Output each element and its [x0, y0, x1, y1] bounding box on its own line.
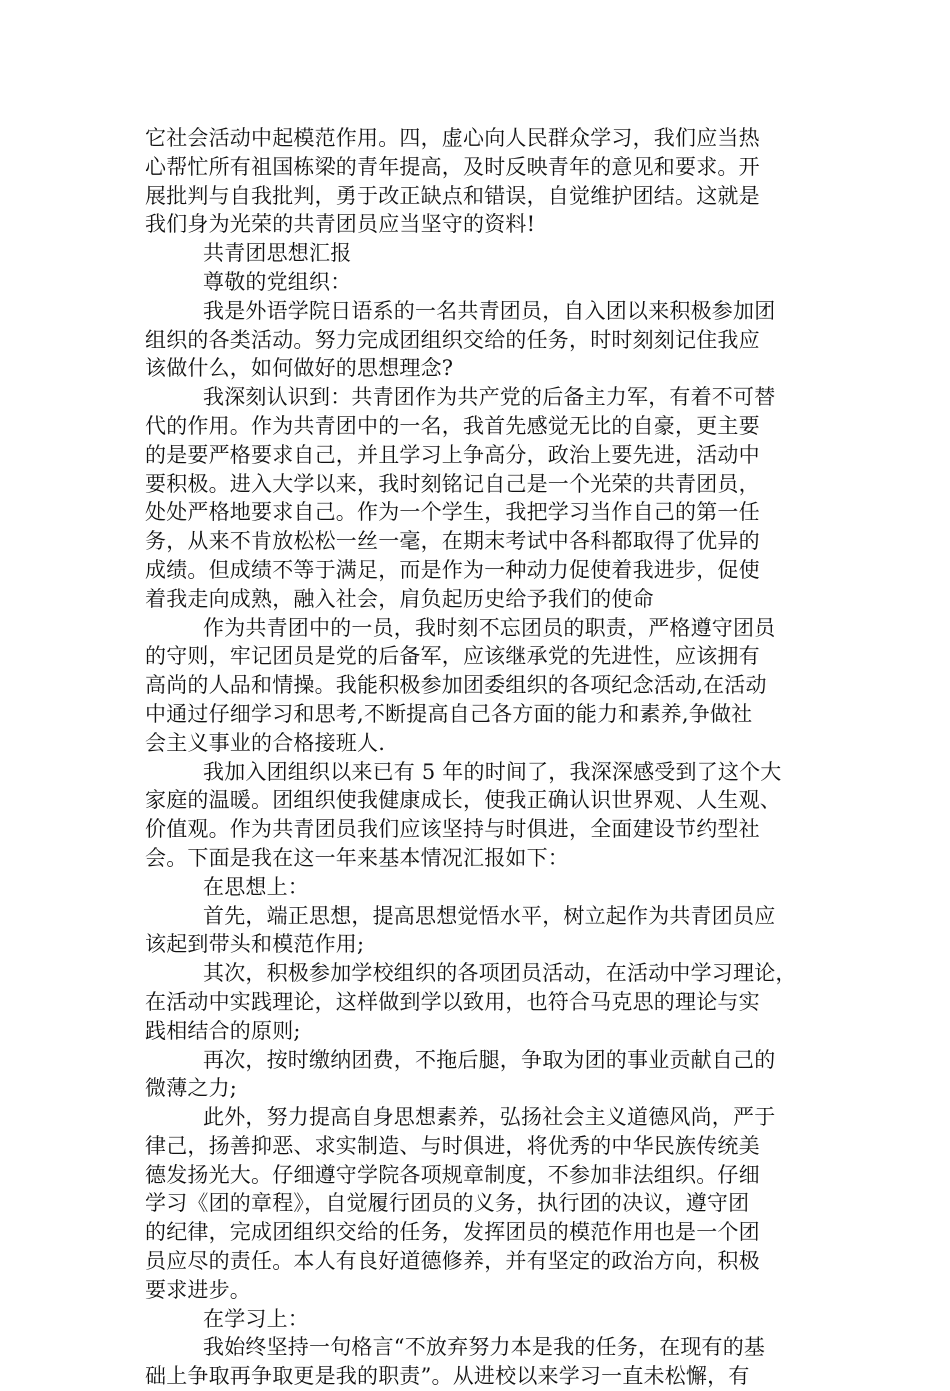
text-line: 的守则，牢记团员是党的后备军，应该继承党的先进性，应该拥有	[145, 644, 760, 669]
text-line: 心帮忙所有祖国栋梁的青年提高，及时反映青年的意见和要求。开	[145, 154, 760, 179]
text-line: 我加入团组织以来已有 5 年的时间了，我深深感受到了这个大	[203, 759, 782, 784]
text-line: 我深刻认识到：共青团作为共产党的后备主力军，有着不可替	[203, 385, 776, 410]
text-line: 其次，积极参加学校组织的各项团员活动，在活动中学习理论，	[203, 961, 797, 986]
text-line: 代的作用。作为共青团中的一名，我首先感觉无比的自豪，更主要	[145, 413, 760, 438]
text-line: 在思想上：	[203, 874, 309, 899]
text-line: 家庭的温暖。团组织使我健康成长，使我正确认识世界观、人生观、	[145, 788, 781, 813]
text-line: 该起到带头和模范作用;	[145, 932, 365, 957]
text-line: 展批判与自我批判，勇于改正缺点和错误，自觉维护团结。这就是	[145, 183, 760, 208]
text-line: 的纪律，完成团组织交给的任务，发挥团员的模范作用也是一个团	[145, 1220, 760, 1245]
text-line: 首先，端正思想，提高思想觉悟水平，树立起作为共青团员应	[203, 903, 776, 928]
text-line: 处处严格地要求自己。作为一个学生，我把学习当作自己的第一任	[145, 500, 760, 525]
text-line: 务，从来不肯放松松一丝一毫，在期末考试中各科都取得了优异的	[145, 529, 760, 554]
text-line: 中通过仔细学习和思考,不断提高自己各方面的能力和素养,争做社	[145, 701, 753, 726]
text-line: 微薄之力;	[145, 1076, 238, 1101]
text-line: 践相结合的原则;	[145, 1018, 301, 1043]
text-line: 此外，努力提高自身思想素养，弘扬社会主义道德风尚，严于	[203, 1105, 776, 1130]
text-line: 在学习上：	[203, 1306, 309, 1331]
text-line: 作为共青团中的一员，我时刻不忘团员的职责，严格遵守团员	[203, 615, 776, 640]
text-line: 价值观。作为共青团员我们应该坚持与时俱进，全面建设节约型社	[145, 817, 760, 842]
text-line: 着我走向成熟，融入社会，肩负起历史给予我们的使命	[145, 586, 654, 611]
text-line: 德发扬光大。仔细遵守学院各项规章制度，不参加非法组织。仔细	[145, 1162, 760, 1187]
text-line: 共青团思想汇报	[203, 241, 352, 266]
text-line: 在活动中实践理论，这样做到学以致用，也符合马克思的理论与实	[145, 989, 760, 1014]
text-line: 员应尽的责任。本人有良好道德修养，并有坚定的政治方向，积极	[145, 1249, 760, 1274]
text-line: 尊敬的党组织：	[203, 269, 352, 294]
text-line: 要求进步。	[145, 1277, 251, 1302]
text-line: 础上争取再争取更是我的职责”。从进校以来学习一直未松懈，有	[145, 1364, 750, 1389]
text-line: 的是要严格要求自己，并且学习上争高分，政治上要先进，活动中	[145, 442, 760, 467]
text-line: 我始终坚持一句格言“不放弃努力本是我的任务，在现有的基	[203, 1335, 766, 1360]
text-line: 高尚的人品和情操。我能积极参加团委组织的各项纪念活动,在活动	[145, 673, 767, 698]
text-line: 它社会活动中起模范作用。四，虚心向人民群众学习，我们应当热	[145, 126, 760, 150]
text-line: 会。下面是我在这一年来基本情况汇报如下：	[145, 845, 569, 870]
text-line: 成绩。但成绩不等于满足，而是作为一种动力促使着我进步，促使	[145, 557, 760, 582]
text-line: 组织的各类活动。努力完成团组织交给的任务，时时刻刻记住我应	[145, 327, 760, 352]
text-line: 律己，扬善抑恶、求实制造、与时俱进，将优秀的中华民族传统美	[145, 1133, 760, 1158]
text-line: 我是外语学院日语系的一名共青团员，自入团以来积极参加团	[203, 298, 776, 323]
text-line: 该做什么，如何做好的思想理念?	[145, 356, 454, 381]
text-line: 要积极。进入大学以来，我时刻铭记自己是一个光荣的共青团员，	[145, 471, 760, 496]
text-line: 我们身为光荣的共青团员应当坚守的资料!	[145, 212, 536, 237]
text-line: 再次，按时缴纳团费，不拖后腿，争取为团的事业贡献自己的	[203, 1047, 776, 1072]
document-body	[145, 124, 807, 1391]
text-line: 学习《团的章程》，自觉履行团员的义务，执行团的决议，遵守团	[145, 1191, 750, 1216]
text-line: 会主义事业的合格接班人.	[145, 730, 386, 755]
